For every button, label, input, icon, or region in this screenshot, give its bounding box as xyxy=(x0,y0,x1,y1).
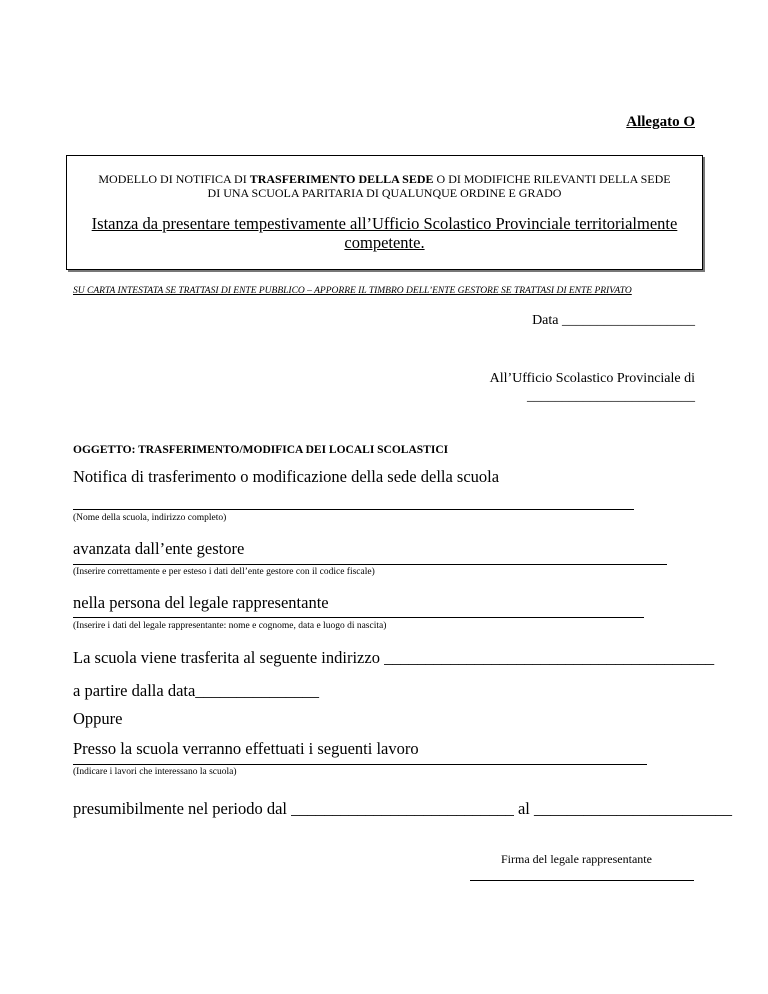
oggetto-heading: OGGETTO: TRASFERIMENTO/MODIFICA DEI LOCALI SCOLASTICI xyxy=(73,444,449,456)
modello-title-line2: DI UNA SCUOLA PARITARIA DI QUALUNQUE ORDINE E GRADO xyxy=(207,186,562,200)
notifica-text: Notifica di trasferimento o modificazione della sede della scuola xyxy=(73,467,500,486)
ente-gestore-hint: (Inserire correttamente e per esteso i dati dell’ente gestore con il codice fiscale) xyxy=(73,567,375,577)
header-box xyxy=(66,155,703,270)
lavori-field[interactable] xyxy=(73,764,647,765)
lavori-label: Presso la scuola verranno effettuati i seguenti lavoro xyxy=(73,739,419,758)
periodo-line[interactable]: presumibilmente nel periodo dal ___________________________ al ________________________ xyxy=(73,799,733,818)
data-partire-line[interactable]: a partire dalla data_______________ xyxy=(73,681,320,700)
allegato-label: Allegato O xyxy=(626,114,695,130)
ente-gestore-label: avanzata dall’ente gestore xyxy=(73,539,245,558)
istanza-text: Istanza da presentare tempestivamente all’Ufficio Scolastico Provinciale territorialmente competente. xyxy=(91,214,678,252)
modello-title-bold: TRASFERIMENTO DELLA SEDE xyxy=(249,172,434,186)
oppure-text: Oppure xyxy=(73,709,123,728)
nome-scuola-field[interactable] xyxy=(73,509,634,510)
carta-intestata-note: SU CARTA INTESTATA SE TRATTASI DI ENTE PUBBLICO – APPORRE IL TIMBRO DELL’ENTE GESTORE SE TRATTASI DI ENTE PRIVATO xyxy=(73,286,632,296)
ufficio-recipient-field[interactable]: ________________________ xyxy=(527,389,695,404)
lavori-hint: (Indicare i lavori che interessano la scuola) xyxy=(73,767,237,777)
legale-label: nella persona del legale rappresentante xyxy=(73,593,329,612)
ufficio-recipient: All’Ufficio Scolastico Provinciale di xyxy=(489,371,695,386)
modello-title-pre: MODELLO DI NOTIFICA DI xyxy=(98,172,250,186)
ente-gestore-field[interactable] xyxy=(73,564,667,565)
trasferita-line[interactable]: La scuola viene trasferita al seguente indirizzo ________________________________________ xyxy=(73,648,715,667)
modello-title-post: O DI MODIFICHE RILEVANTI DELLA SEDE xyxy=(433,172,671,186)
firma-field[interactable] xyxy=(470,880,694,881)
nome-scuola-hint: (Nome della scuola, indirizzo completo) xyxy=(73,513,227,523)
data-field[interactable]: Data ___________________ xyxy=(532,313,695,328)
legale-hint: (Inserire i dati del legale rappresentante: nome e cognome, data e luogo di nascita) xyxy=(73,621,387,631)
modello-title xyxy=(67,172,702,200)
firma-label: Firma del legale rappresentante xyxy=(501,852,652,866)
legale-field[interactable] xyxy=(73,617,644,618)
